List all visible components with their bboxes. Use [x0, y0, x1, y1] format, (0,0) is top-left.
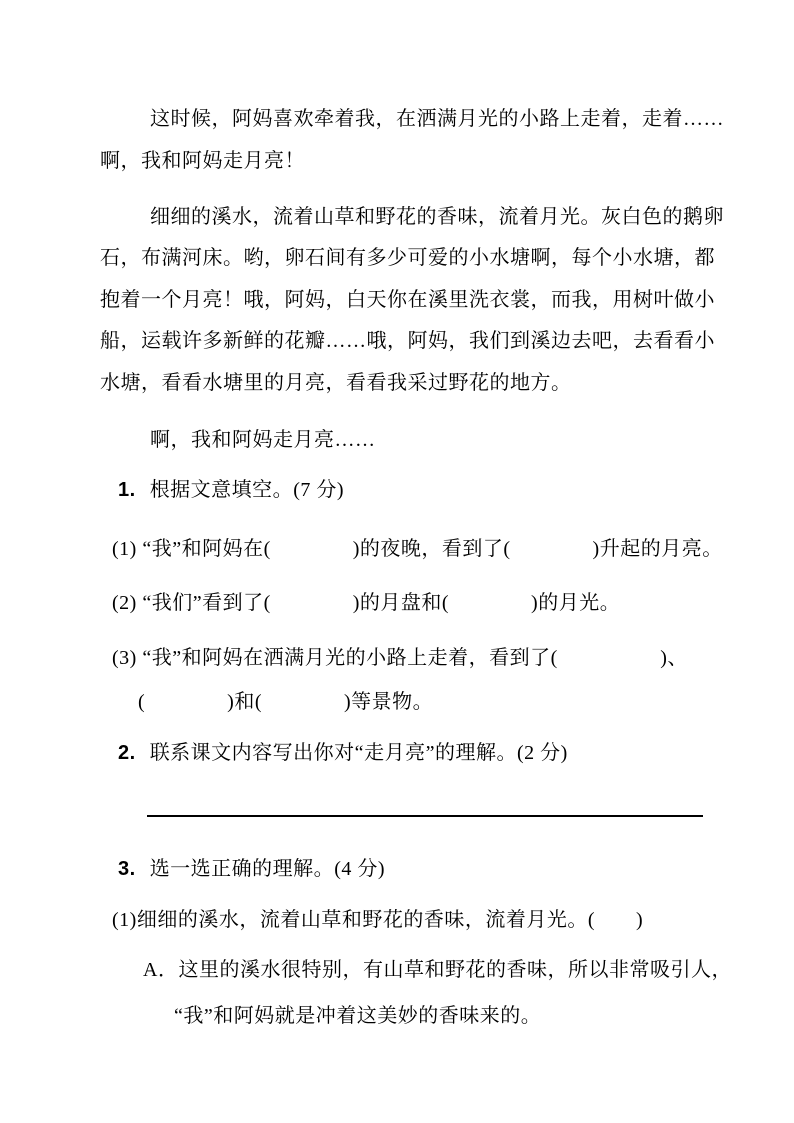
answer-blank-line: [147, 815, 703, 817]
question-3-label: 选一选正确的理解。: [149, 858, 335, 880]
passage-paragraph2-line4: 船，运载许多新鲜的花瓣……哦，阿妈，我们到溪边去吧，去看看小: [100, 330, 715, 352]
passage-paragraph2-line3: 抱着一个月亮！哦，阿妈，白天你在溪里洗衣裳，而我，用树叶做小: [100, 289, 715, 311]
passage-paragraph2-line5: 水塘，看看水塘里的月亮，看看我采过野花的地方。: [100, 372, 572, 394]
question-1: [118, 477, 344, 503]
question-1-number: 1.: [118, 479, 136, 501]
passage-paragraph1-line1: 这时候，阿妈喜欢牵着我，在洒满月光的小路上走着，走着……: [150, 108, 724, 130]
option-a-line2: “我”和阿妈就是冲着这美妙的香味来的。: [174, 1005, 542, 1027]
question-2-number: 2.: [118, 742, 136, 764]
question-3: [118, 856, 385, 882]
fill-item-2: (2) “我们”看到了( )的月盘和( )的月光。: [112, 592, 621, 614]
passage-paragraph3-line1: 啊，我和阿妈走月亮……: [150, 429, 376, 451]
question-3-sub-item-1: (1)细细的溪水，流着山草和野花的香味，流着月光。( ): [112, 909, 644, 931]
question-1-label: 根据文意填空。: [149, 479, 294, 501]
passage-paragraph2-line1: 细细的溪水，流着山草和野花的香味，流着月光。灰白色的鹅卵: [150, 206, 724, 228]
question-2-points: (2 分): [516, 742, 568, 764]
fill-item-3-line1: (3) “我”和阿妈在洒满月光的小路上走着，看到了( )、: [112, 647, 688, 669]
question-2-label: 联系课文内容写出你对“走月亮”的理解。: [149, 742, 517, 764]
question-3-number: 3.: [118, 858, 136, 880]
passage-paragraph2-line2: 石，布满河床。哟，卵石间有多少可爱的小水塘啊，每个小水塘，都: [100, 247, 715, 269]
question-3-points: (4 分): [334, 858, 386, 880]
fill-item-3-line2: ( )和( )等景物。: [138, 691, 434, 713]
fill-item-1: (1) “我”和阿妈在( )的夜晚，看到了( )升起的月亮。: [112, 538, 723, 560]
question-2: [118, 740, 568, 766]
passage-paragraph1-line2: 啊，我和阿妈走月亮！: [100, 150, 305, 172]
question-1-points: (7 分): [293, 479, 345, 501]
option-a-line1: A．这里的溪水很特别，有山草和野花的香味，所以非常吸引人，: [143, 959, 732, 981]
